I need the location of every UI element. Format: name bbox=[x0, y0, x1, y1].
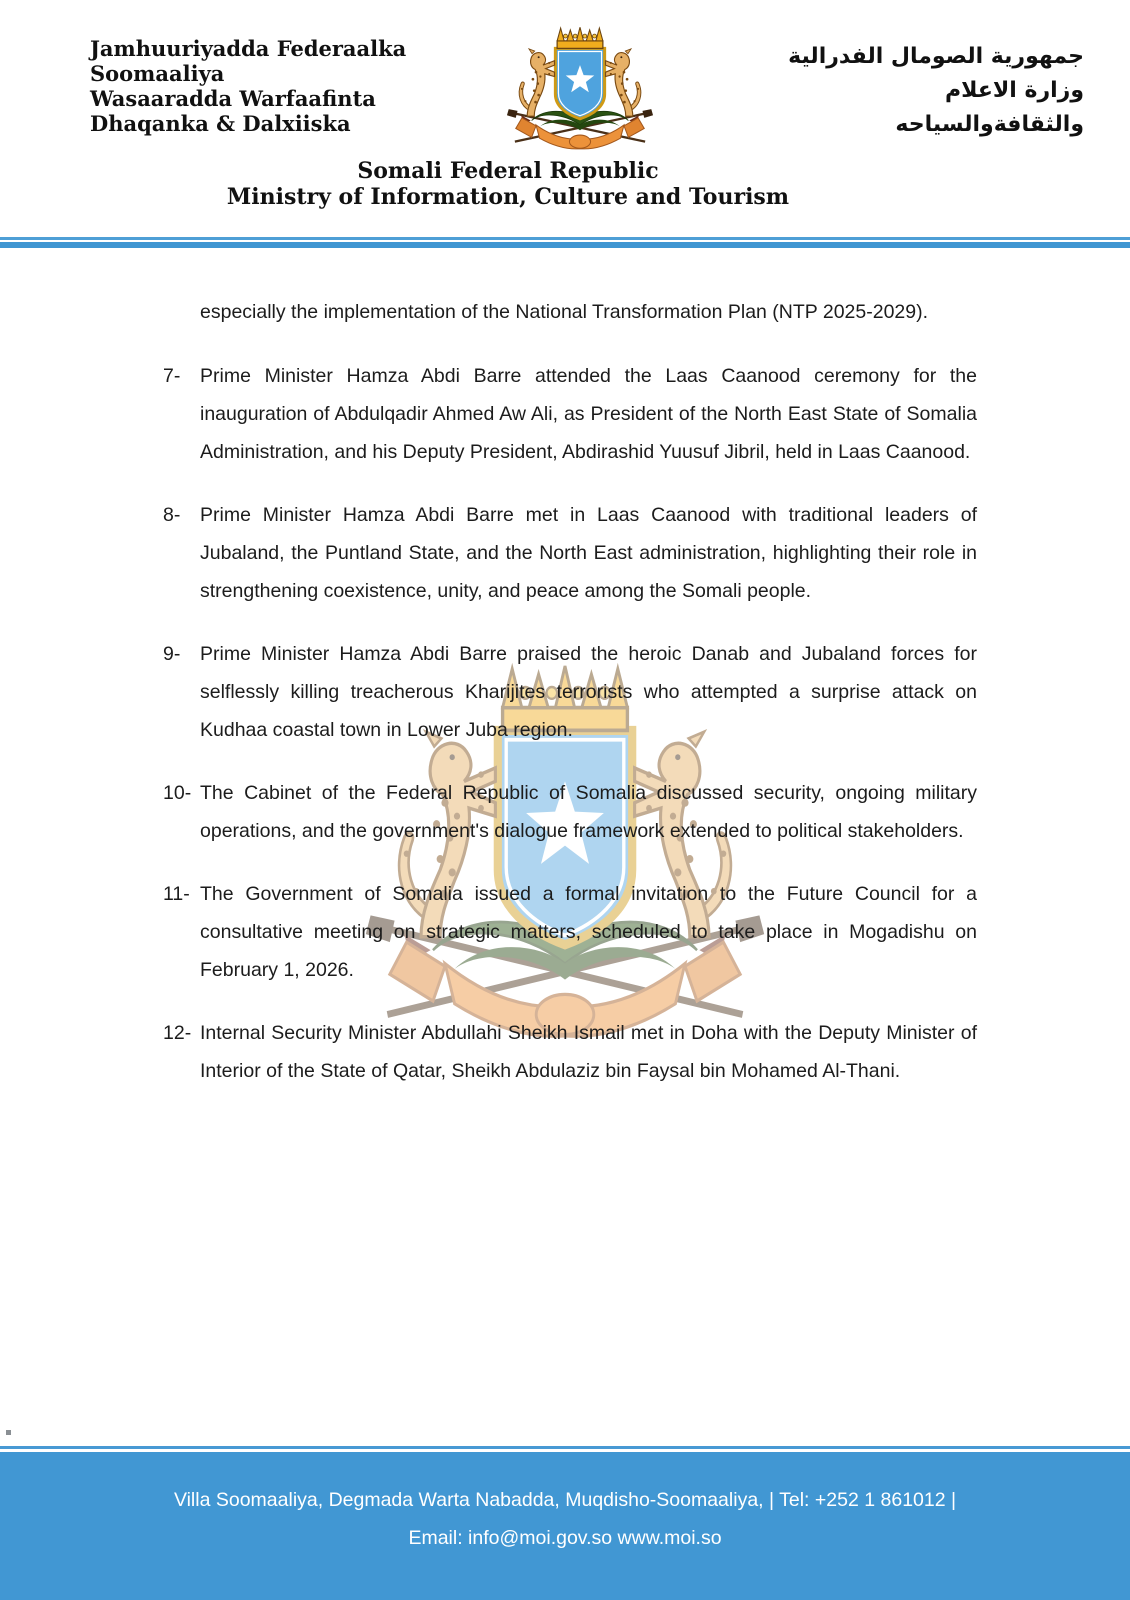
footer-contact-bar bbox=[0, 1452, 1130, 1600]
org-somali-line: Jamhuuriyadda Federaalka bbox=[90, 36, 407, 61]
item-number: 10- bbox=[163, 782, 192, 804]
org-arabic-line: والثقافةوالسياحه bbox=[895, 112, 1084, 137]
item-number: 9- bbox=[163, 643, 181, 665]
intro-continuation-paragraph: especially the implementation of the National Transformation Plan (NTP 2025-2029). bbox=[200, 301, 929, 323]
item-number: 7- bbox=[163, 365, 181, 387]
org-arabic-line: جمهورية الصومال الفدرالية bbox=[788, 44, 1084, 69]
org-somali-line: Wasaaradda Warfaafinta bbox=[90, 86, 376, 111]
footer bbox=[0, 1446, 1130, 1600]
org-somali-line: Soomaaliya bbox=[90, 61, 225, 86]
org-somali-line: Dhaqanka & Dalxiiska bbox=[90, 111, 351, 136]
item-text: Prime Minister Hamza Abdi Barre attended the Laas Caanood ceremony for the inauguration of Abdulqadir Ahmed Aw Ali, as President of the North East State of Somalia Administration, and his Deputy President, Abdirashid Yuusuf Jibril, held in Laas Caanood. bbox=[200, 365, 977, 463]
list-item-12 bbox=[163, 1014, 977, 1090]
item-number: 11- bbox=[163, 883, 190, 905]
item-text: Prime Minister Hamza Abdi Barre praised the heroic Danab and Jubaland forces for selflessly killing treacherous Kharijites terrorists who attempted a surprise attack on Kudhaa coastal town in Lower Juba region. bbox=[200, 643, 977, 741]
list-item-11 bbox=[163, 875, 977, 989]
item-text: The Government of Somalia issued a formal invitation to the Future Council for a consultative meeting on strategic matters, scheduled to take place in Mogadishu on February 1, 2026. bbox=[200, 883, 977, 981]
footer-email-line: Email: info@moi.gov.so www.moi.so bbox=[408, 1527, 722, 1549]
scan-artifact-dot bbox=[6, 1430, 11, 1435]
item-text: The Cabinet of the Federal Republic of Somalia discussed security, ongoing military operations, and the government's dialogue framework extended to political stakeholders. bbox=[200, 782, 977, 842]
list-item-9 bbox=[163, 635, 977, 749]
org-arabic-line: وزارة الاعلام bbox=[945, 78, 1084, 103]
item-number: 12- bbox=[163, 1022, 192, 1044]
list-item-8 bbox=[163, 496, 977, 610]
item-number: 8- bbox=[163, 504, 181, 526]
title-ministry: Ministry of Information, Culture and Tourism bbox=[226, 184, 790, 210]
list-item-7 bbox=[163, 357, 977, 471]
title-republic: Somali Federal Republic bbox=[357, 158, 659, 184]
item-text: Prime Minister Hamza Abdi Barre met in Laas Caanood with traditional leaders of Jubaland, the Puntland State, and the North East administration, highlighting their role in strengthening coexistence, unity, and peace among the Somali people. bbox=[200, 504, 977, 602]
list-item-10 bbox=[163, 774, 977, 850]
item-text: Internal Security Minister Abdullahi Sheikh Ismail met in Doha with the Deputy Minister of Interior of the State of Qatar, Sheikh Abdulaziz bin Faysal bin Mohamed Al-Thani. bbox=[200, 1022, 977, 1082]
footer-address-line: Villa Soomaaliya, Degmada Warta Nabadda, Muqdisho-Soomaaliya, | Tel: +252 1 861012 | bbox=[173, 1489, 957, 1511]
